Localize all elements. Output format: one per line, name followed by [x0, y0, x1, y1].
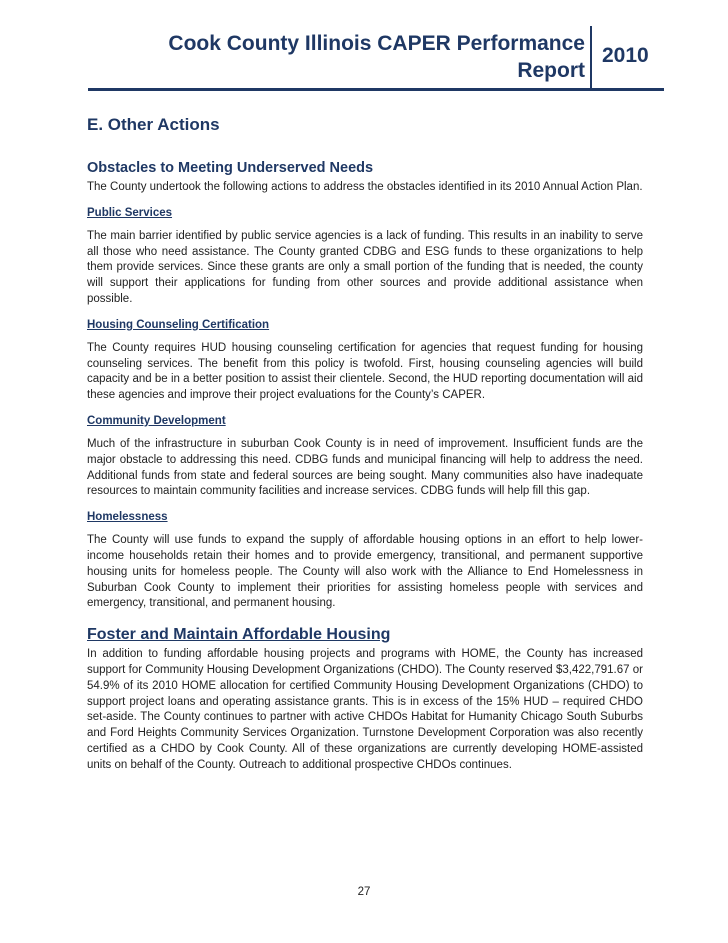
- obstacles-heading: Obstacles to Meeting Underserved Needs: [87, 160, 374, 176]
- affordable-housing-body: In addition to funding affordable housing projects and programs with HOME, the County has increased support for Community Housing Development Organizations (CHDO). The County reserved $3,422,791.67 or 54.9% of its 2010 HOME allocation for certified Community Housing Development Organizations (CHDO) to support project loans and operating assistance grants. This is in excess of the 15% HUD – required CHDO set-aside. The County continues to partner with active CHDOs Habitat for Humanity Chicago South Suburbs and Ford Heights Community Services Organization. Turnstone Development Corporation was also recently certified as a CHDO by Cook County. All of these organizations are currently developing HOME-assisted units on behalf of the County. Outreach to additional prospective CHDOs continues.: [87, 648, 643, 771]
- affordable-housing-heading: Foster and Maintain Affordable Housing: [87, 626, 391, 644]
- public-services-body: The main barrier identified by public service agencies is a lack of funding. This results in an inability to serve all those who need assistance. The County granted CDBG and ESG funds to these organizations to help them provide services. Since these grants are only a small portion of the funding that is needed, the county will support their applications for funding from other sources and provide additional assistance when possible.: [87, 229, 643, 305]
- homelessness-heading: Homelessness: [87, 511, 168, 524]
- page-content: [87, 115, 643, 785]
- public-services-heading: Public Services: [87, 206, 173, 219]
- housing-counseling-body: The County requires HUD housing counseling certification for agencies that request funding for housing counseling services. The benefit from this policy is twofold. First, housing counseling agencies will build capacity and be in a better position to assist their clientele. Second, the HUD reporting documentation will aid these agencies and improve their project evaluations for the County’s CAPER.: [87, 341, 643, 402]
- header-rule: [88, 88, 664, 91]
- section-title: E. Other Actions: [87, 115, 220, 134]
- obstacles-intro: The County undertook the following actions to address the obstacles identified in its 2010 Annual Action Plan.: [87, 181, 643, 193]
- community-development-heading: Community Development: [87, 414, 226, 427]
- community-development-body: Much of the infrastructure in suburban Cook County is in need of improvement. Insufficient funds are the major obstacle to addressing this need. CDBG funds and municipal financing will help to address the need. Additional funds from state and federal sources are being sought. Many communities also have inadequate resources to maintain community facilities and increase services. CDBG funds will help fill this gap.: [87, 437, 643, 498]
- homelessness-body: The County will use funds to expand the supply of affordable housing options in an effort to help lower-income households retain their homes and to provide emergency, transitional, and permanent supportive housing units for homeless people. The County will also work with the Alliance to End Homelessness in Suburban Cook County to implement their priorities for assisting homeless people with services and emergency, transitional, and permanent housing.: [87, 534, 643, 610]
- report-title-line1: Cook County Illinois CAPER Performance: [168, 32, 585, 55]
- report-title: [90, 30, 585, 84]
- report-year: 2010: [602, 44, 649, 67]
- housing-counseling-heading: Housing Counseling Certification: [87, 318, 270, 331]
- page-number: 27: [357, 886, 371, 898]
- report-title-line2: Report: [517, 59, 585, 82]
- header-divider: [590, 26, 592, 90]
